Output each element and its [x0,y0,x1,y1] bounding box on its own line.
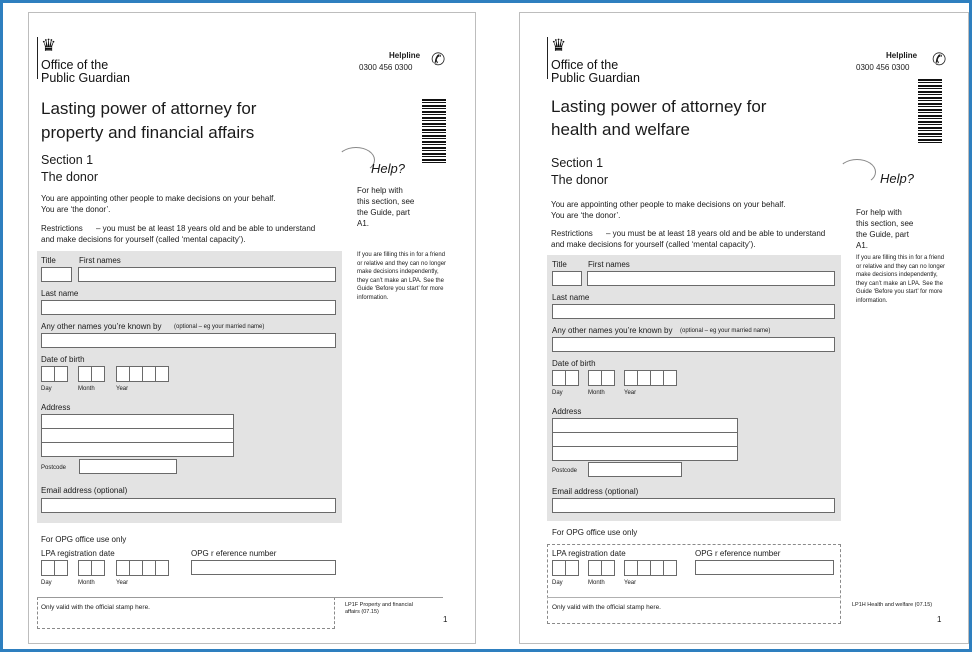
first-names-input[interactable] [587,271,835,286]
dob-day-input[interactable] [41,366,67,382]
dob-label: Date of birth [41,355,85,364]
help-swirl-icon [838,159,876,185]
form-page-property-financial [28,12,476,644]
last-name-input[interactable] [41,300,336,315]
dob-month-label: Month [588,390,605,396]
first-names-label: First names [79,256,121,265]
restrictions-line1: – you must be at least 18 years old and be able to understand [606,229,826,238]
dob-day-label: Day [552,390,563,396]
lpa-day-label: Day [41,580,52,586]
restrictions-label: Restrictions [41,224,83,233]
restrictions-line2: and make decisions for yourself (called ‘mental capacity’). [551,240,756,249]
footer-divider [37,597,443,598]
dob-month-input[interactable] [588,370,614,386]
address-line2-input[interactable] [552,432,738,447]
address-line1-input[interactable] [552,418,738,433]
form-page-health-welfare [519,12,969,644]
other-names-label: Any other names you’re known by [552,326,673,335]
intro-line2: You are ‘the donor’. [41,205,111,214]
dob-label: Date of birth [552,359,596,368]
email-label: Email address (optional) [41,486,128,495]
form-code: LP1H Health and welfare (07.15) [852,602,933,608]
title-label: Title [552,260,567,269]
last-name-input[interactable] [552,304,835,319]
intro-line1: You are appointing other people to make decisions on your behalf. [41,194,276,203]
address-line3-input[interactable] [41,442,234,457]
lpa-date-label: LPA registration date [41,549,115,558]
postcode-label: Postcode [552,468,578,474]
helpline-label: Helpline [886,51,918,60]
email-label: Email address (optional) [552,487,639,496]
opg-ref-label: OPG r eference number [695,549,781,558]
office-use-label: For OPG office use only [41,535,127,544]
restrictions-line1: – you must be at least 18 years old and be able to understand [96,224,316,233]
address-label: Address [552,407,582,416]
lpa-day-label: Day [552,580,563,586]
page-number: 1 [443,615,448,624]
intro-line2: You are ‘the donor’. [551,211,621,220]
section-label: Section 1 [41,153,94,167]
form-title-line2: property and financial affairs [41,123,255,142]
org-name-line1: Office of the [551,58,619,72]
royal-crest-icon: ♛ [551,36,567,55]
lpa-day-input[interactable] [552,560,578,576]
first-names-input[interactable] [78,267,336,282]
footer-divider [547,597,841,598]
form-code: LP1F Property and financial affairs (07.15) [345,602,413,615]
barcode [422,99,446,165]
lpa-month-label: Month [78,580,95,586]
email-input[interactable] [552,498,835,513]
office-use-label: For OPG office use only [552,528,638,537]
donor-details-panel [547,255,841,521]
lpa-year-input[interactable] [624,560,676,576]
opg-ref-label: OPG r eference number [191,549,277,558]
lpa-date-label: LPA registration date [552,549,626,558]
donor-note: If you are filling this in for a friend or relative and they can no longer make decisions independently, they can’t make an LPA. See the Guide ‘Before you start’ for more information. [856,255,946,304]
address-line2-input[interactable] [41,428,234,443]
dob-day-input[interactable] [552,370,578,386]
page-number: 1 [937,615,942,624]
email-input[interactable] [41,498,336,513]
lpa-year-input[interactable] [116,560,168,576]
title-input[interactable] [552,271,582,286]
postcode-input[interactable] [588,462,682,477]
logo-divider [547,37,548,79]
org-name-line2: Public Guardian [41,71,130,85]
other-names-hint: (optional – eg your married name) [680,328,771,334]
donor-note: If you are filling this in for a friend or relative and they can no longer make decisions independently, they can’t make an LPA. See the Guide ‘Before you start’ for more information. [357,252,447,301]
image-frame [3,3,969,649]
section-title: The donor [551,173,608,187]
phone-icon: ✆ [431,50,446,69]
dob-day-label: Day [41,386,52,392]
restrictions-line2: and make decisions for yourself (called ‘mental capacity’). [41,235,246,244]
title-label: Title [41,256,56,265]
help-text: For help with this section, see the Guide, part A1. [357,186,415,228]
stamp-note: Only valid with the official stamp here. [41,604,150,611]
section-title: The donor [41,170,98,184]
lpa-month-input[interactable] [78,560,104,576]
last-name-label: Last name [552,293,590,302]
address-line1-input[interactable] [41,414,234,429]
helpline-number: 0300 456 0300 [856,63,910,72]
form-title-line2: health and welfare [551,120,690,139]
help-heading: Help? [880,171,914,186]
dob-year-label: Year [116,386,129,392]
logo-divider [37,37,38,79]
helpline-number: 0300 456 0300 [359,63,413,72]
form-title-line1: Lasting power of attorney for [551,97,767,116]
section-label: Section 1 [551,156,604,170]
help-text: For help with this section, see the Guide, part A1. [856,208,914,250]
royal-crest-icon: ♛ [41,36,57,55]
dob-year-input[interactable] [116,366,168,382]
lpa-day-input[interactable] [41,560,67,576]
lpa-year-label: Year [116,580,129,586]
lpa-year-label: Year [624,580,637,586]
lpa-month-label: Month [588,580,605,586]
address-label: Address [41,403,71,412]
address-line3-input[interactable] [552,446,738,461]
dob-month-label: Month [78,386,95,392]
barcode [918,79,942,145]
org-name-line1: Office of the [41,58,109,72]
stamp-note: Only valid with the official stamp here. [552,604,661,611]
other-names-hint: (optional – eg your married name) [174,324,265,330]
title-input[interactable] [41,267,72,282]
other-names-label: Any other names you’re known by [41,322,162,331]
org-name-line2: Public Guardian [551,71,640,85]
form-title-line1: Lasting power of attorney for [41,99,257,118]
official-stamp-area [37,597,335,629]
restrictions-label: Restrictions [551,229,593,238]
postcode-input[interactable] [79,459,177,474]
intro-line1: You are appointing other people to make decisions on your behalf. [551,200,786,209]
lpa-month-input[interactable] [588,560,614,576]
first-names-label: First names [588,260,630,269]
dob-month-input[interactable] [78,366,104,382]
opg-ref-input[interactable] [695,560,834,575]
help-heading: Help? [371,161,405,176]
dob-year-input[interactable] [624,370,676,386]
dob-year-label: Year [624,390,637,396]
other-names-input[interactable] [552,337,835,352]
help-swirl-icon [337,147,375,173]
postcode-label: Postcode [41,465,67,471]
phone-icon: ✆ [932,50,947,69]
last-name-label: Last name [41,289,79,298]
opg-ref-input[interactable] [191,560,336,575]
helpline-label: Helpline [389,51,421,60]
other-names-input[interactable] [41,333,336,348]
